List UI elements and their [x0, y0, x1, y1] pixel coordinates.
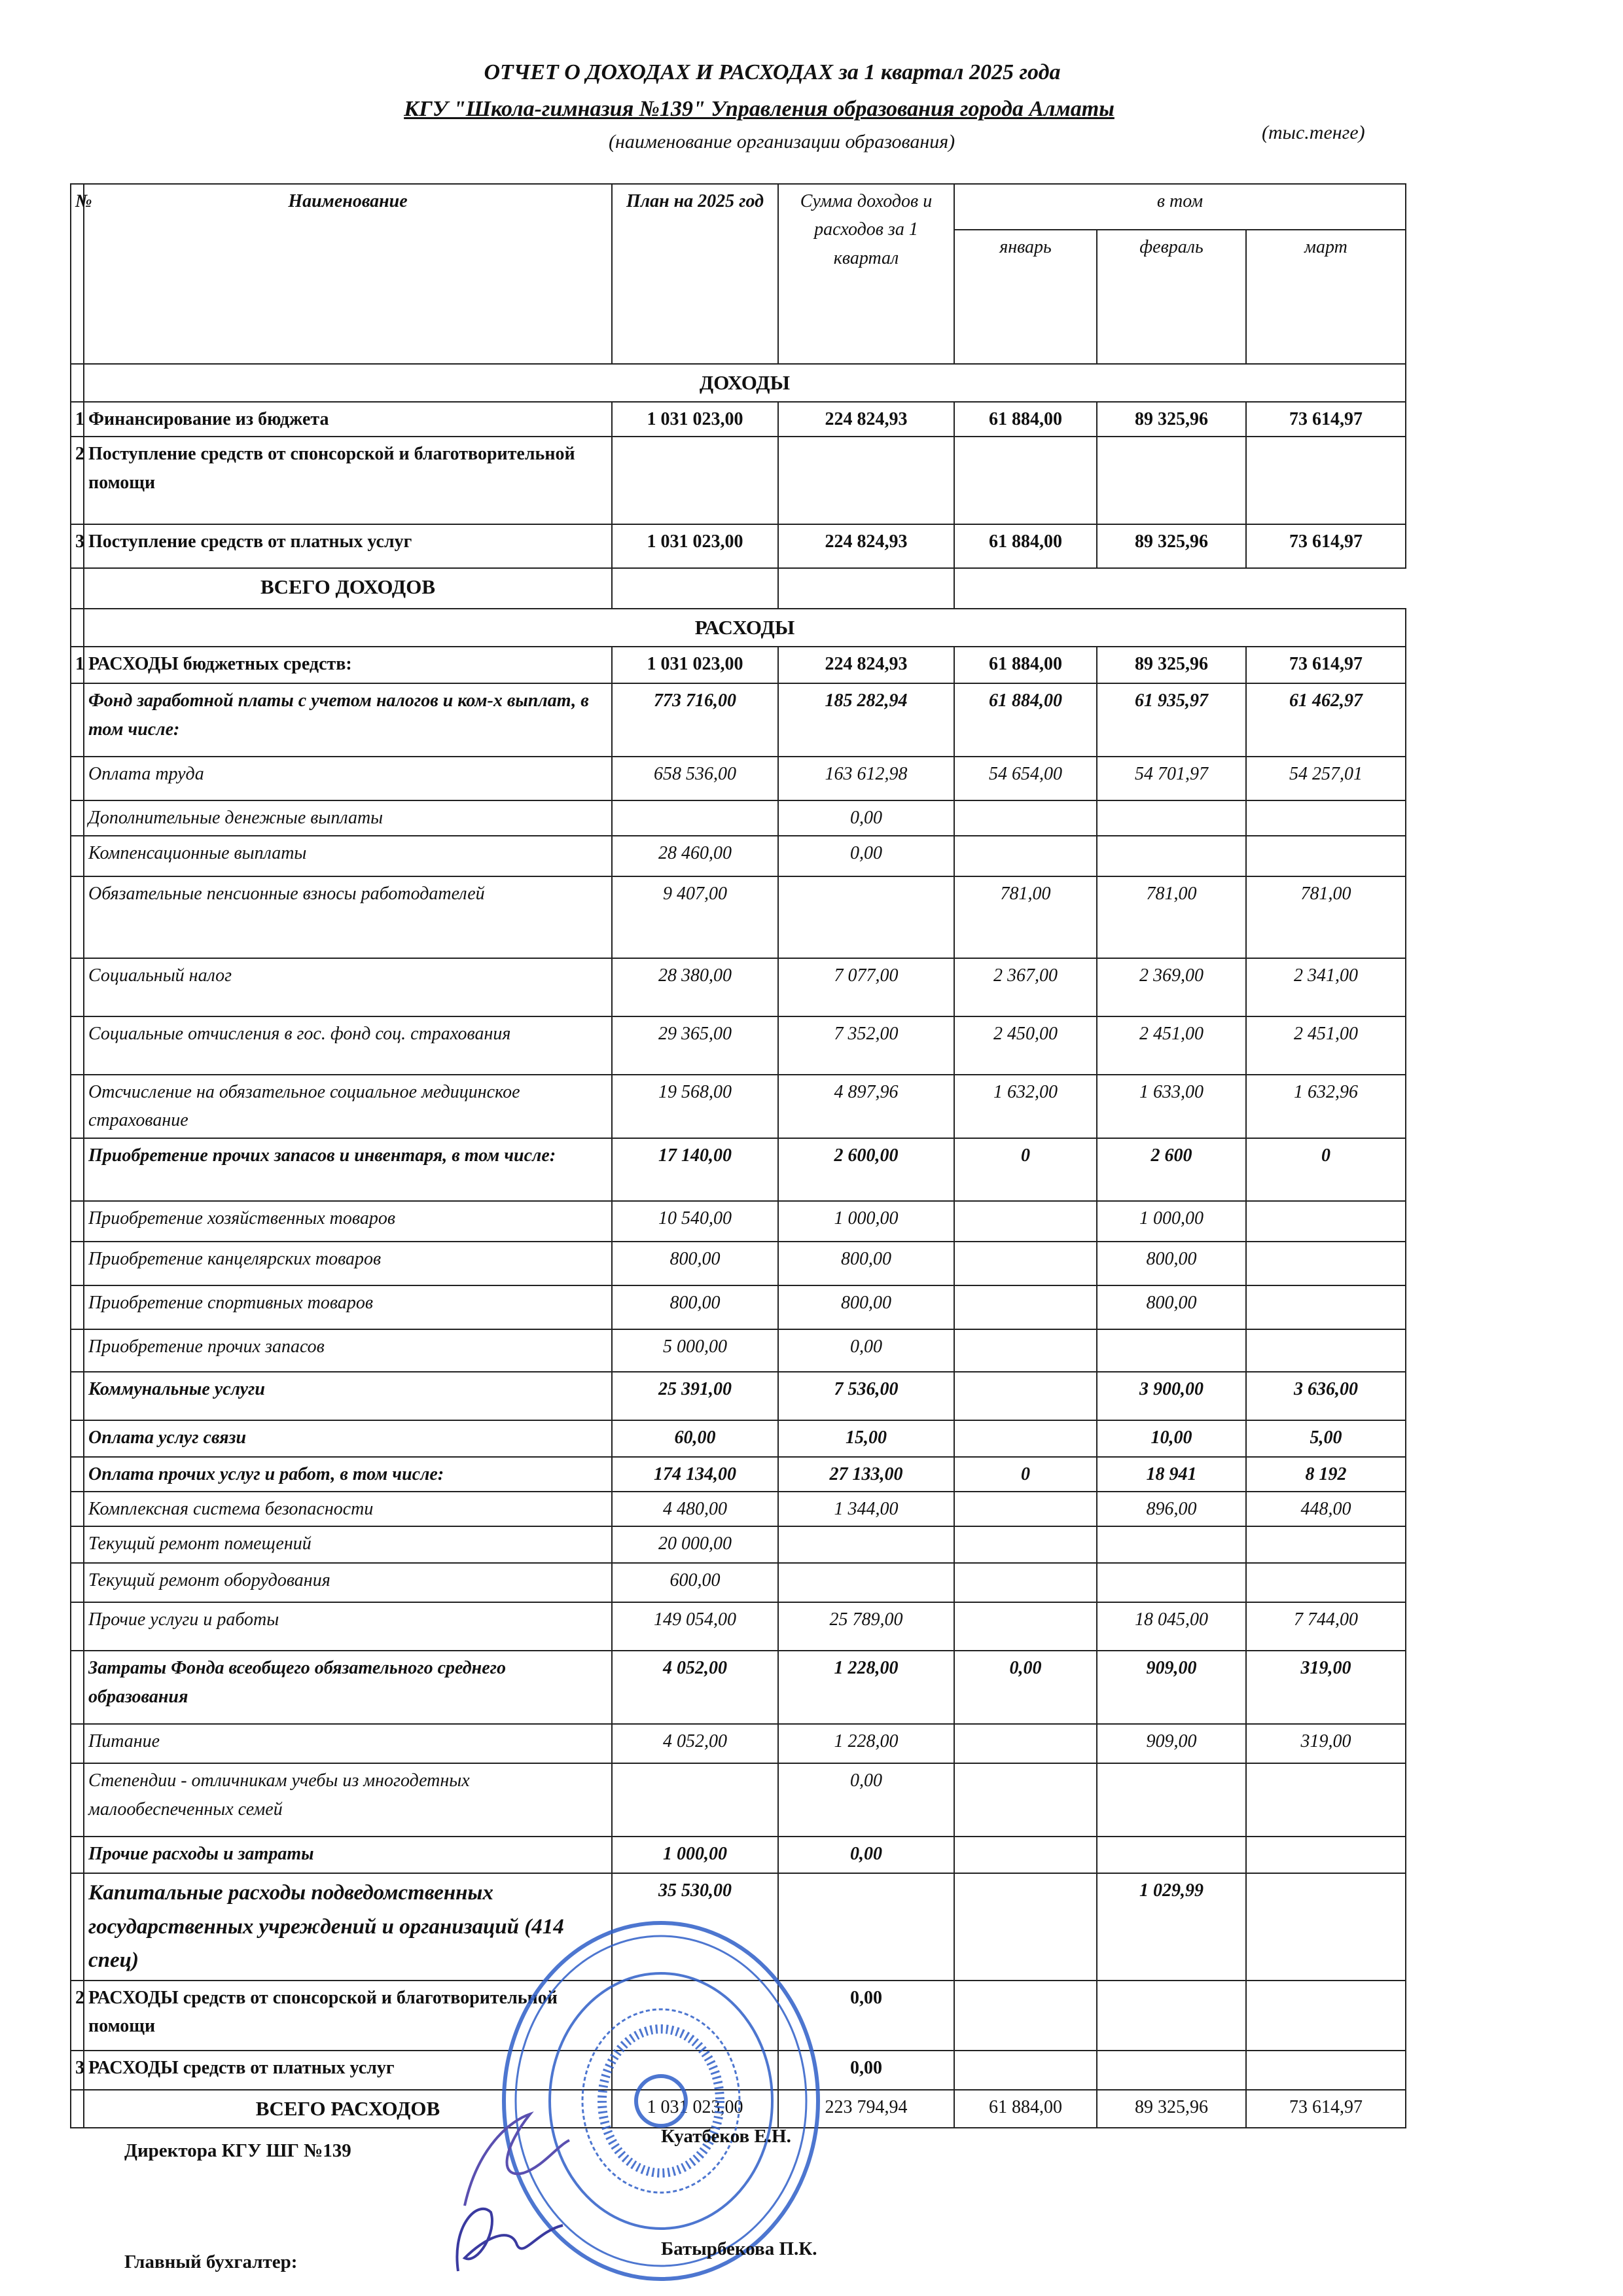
jan-cell [954, 1242, 1097, 1285]
row-name: Поступление средств от платных услуг [84, 524, 612, 568]
feb-cell: 18 045,00 [1097, 1602, 1246, 1651]
sum-cell [778, 1526, 954, 1563]
plan-cell: 20 000,00 [612, 1526, 778, 1563]
sum-cell: 0,00 [778, 836, 954, 876]
row-number [71, 1837, 84, 1873]
row-name: Приобретение канцелярских товаров [84, 1242, 612, 1285]
report-table-body [71, 364, 1406, 2128]
feb-cell: 909,00 [1097, 1651, 1246, 1724]
mar-cell [1246, 1242, 1406, 1285]
jan-cell [954, 1563, 1097, 1602]
jan-cell: 61 884,00 [954, 647, 1097, 683]
mar-cell: 2 451,00 [1246, 1016, 1406, 1075]
feb-cell: 54 701,97 [1097, 757, 1246, 800]
row-name: Коммунальные услуги [84, 1372, 612, 1420]
plan-cell: 600,00 [612, 1563, 778, 1602]
row-name: Комплексная система безопасности [84, 1492, 612, 1526]
jan-cell: 61 884,00 [954, 2090, 1097, 2128]
row-number: 3 [71, 2051, 84, 2090]
feb-cell: 2 451,00 [1097, 1016, 1246, 1075]
sum-cell: 1 344,00 [778, 1492, 954, 1526]
mar-cell: 2 341,00 [1246, 958, 1406, 1016]
units-label: (тыс.тенге) [1262, 122, 1365, 143]
col-plan-header: План на 2025 год [612, 184, 778, 364]
plan-cell: 9 407,00 [612, 876, 778, 958]
accountant-label: Главный бухгалтер: [124, 2251, 298, 2272]
row-name: Приобретение прочих запасов [84, 1329, 612, 1372]
mar-cell [1246, 2051, 1406, 2090]
table-row [71, 1492, 1406, 1526]
jan-cell [954, 800, 1097, 835]
row-name: Финансирование из бюджета [84, 402, 612, 437]
jan-cell [954, 1201, 1097, 1242]
sum-cell: 27 133,00 [778, 1457, 954, 1492]
row-number [71, 876, 84, 958]
feb-cell [1097, 1763, 1246, 1837]
feb-cell: 2 369,00 [1097, 958, 1246, 1016]
plan-cell [612, 800, 778, 835]
row-name: Текущий ремонт оборудования [84, 1563, 612, 1602]
num-cell [71, 364, 84, 402]
sum-cell: 25 789,00 [778, 1602, 954, 1651]
row-number [71, 1420, 84, 1457]
mar-cell [1246, 1873, 1406, 1980]
feb-cell [1097, 800, 1246, 835]
organization-caption: (наименование организации образования) [609, 131, 955, 152]
feb-cell: 800,00 [1097, 1242, 1246, 1285]
table-row [71, 647, 1406, 683]
sum-cell [778, 1563, 954, 1602]
mar-cell: 319,00 [1246, 1651, 1406, 1724]
row-name: РАСХОДЫ средств от платных услуг [84, 2051, 612, 2090]
accountant-name: Батырбекова П.К. [661, 2238, 817, 2259]
mar-cell: 0 [1246, 1138, 1406, 1201]
row-name: Питание [84, 1724, 612, 1763]
row-name: Прочие услуги и работы [84, 1602, 612, 1651]
table-row [71, 524, 1406, 568]
mar-cell [1246, 836, 1406, 876]
mar-cell: 61 462,97 [1246, 683, 1406, 757]
total-label: ВСЕГО РАСХОДОВ [84, 2090, 612, 2128]
mar-cell: 73 614,97 [1246, 402, 1406, 437]
row-number: 3 [71, 524, 84, 568]
table-row [71, 1457, 1406, 1492]
row-name: Приобретение спортивных товаров [84, 1285, 612, 1329]
plan-cell: 149 054,00 [612, 1602, 778, 1651]
sum-cell: 1 228,00 [778, 1651, 954, 1724]
feb-cell [1097, 1563, 1246, 1602]
row-name: РАСХОДЫ средств от спонсорской и благотворительной помощи [84, 1981, 612, 2051]
row-number [71, 1329, 84, 1372]
row-name: Текущий ремонт помещений [84, 1526, 612, 1563]
jan-cell [954, 1420, 1097, 1457]
plan-cell: 4 052,00 [612, 1651, 778, 1724]
num-cell [71, 609, 84, 647]
row-name: Дополнительные денежные выплаты [84, 800, 612, 835]
plan-cell: 1 031 023,00 [612, 402, 778, 437]
jan-cell: 0 [954, 1138, 1097, 1201]
jan-cell [954, 1285, 1097, 1329]
mar-cell: 1 632,96 [1246, 1075, 1406, 1138]
jan-cell: 0,00 [954, 1651, 1097, 1724]
row-number [71, 1492, 84, 1526]
empty-cell [954, 568, 1406, 609]
organization-name [0, 97, 1571, 122]
plan-cell: 28 460,00 [612, 836, 778, 876]
table-row [71, 1763, 1406, 1837]
section-heading: РАСХОДЫ [84, 609, 1406, 647]
row-number [71, 800, 84, 835]
row-number [71, 1651, 84, 1724]
jan-cell [954, 1837, 1097, 1873]
sum-cell: 7 536,00 [778, 1372, 954, 1420]
mar-cell: 73 614,97 [1246, 647, 1406, 683]
row-name: Социальный налог [84, 958, 612, 1016]
plan-cell: 658 536,00 [612, 757, 778, 800]
feb-cell: 909,00 [1097, 1724, 1246, 1763]
table-row [71, 1602, 1406, 1651]
table-row [71, 1329, 1406, 1372]
feb-cell [1097, 1981, 1246, 2051]
num-cell [71, 2090, 84, 2128]
feb-cell [1097, 1837, 1246, 1873]
jan-cell: 1 632,00 [954, 1075, 1097, 1138]
mar-cell: 5,00 [1246, 1420, 1406, 1457]
jan-cell [954, 836, 1097, 876]
row-number [71, 958, 84, 1016]
plan-cell: 800,00 [612, 1285, 778, 1329]
plan-cell: 10 540,00 [612, 1201, 778, 1242]
row-name: Обязательные пенсионные взносы работодателей [84, 876, 612, 958]
jan-cell: 781,00 [954, 876, 1097, 958]
section-heading: ДОХОДЫ [84, 364, 1406, 402]
jan-cell [954, 1981, 1097, 2051]
table-row [71, 1285, 1406, 1329]
jan-cell [954, 2051, 1097, 2090]
sum-cell [778, 568, 954, 609]
row-name: Капитальные расходы подведомственных государственных учреждений и организаций (414 спец) [84, 1873, 612, 1980]
row-name: Приобретение хозяйственных товаров [84, 1201, 612, 1242]
mar-cell: 54 257,01 [1246, 757, 1406, 800]
feb-cell: 61 935,97 [1097, 683, 1246, 757]
row-number: 1 [71, 647, 84, 683]
mar-cell [1246, 800, 1406, 835]
table-row [71, 800, 1406, 835]
feb-cell [1097, 1526, 1246, 1563]
plan-cell: 19 568,00 [612, 1075, 778, 1138]
plan-cell: 60,00 [612, 1420, 778, 1457]
row-number [71, 1138, 84, 1201]
sum-cell: 0,00 [778, 800, 954, 835]
sum-cell: 163 612,98 [778, 757, 954, 800]
mar-cell [1246, 1201, 1406, 1242]
table-row [71, 836, 1406, 876]
plan-cell: 29 365,00 [612, 1016, 778, 1075]
table-row [71, 437, 1406, 524]
feb-cell [1097, 437, 1246, 524]
row-number [71, 1602, 84, 1651]
jan-cell [954, 1372, 1097, 1420]
table-row [71, 1016, 1406, 1075]
report-title: ОТЧЕТ О ДОХОДАХ И РАСХОДАХ за 1 квартал 2025 года [484, 60, 1061, 84]
row-name: Поступление средств от спонсорской и благотворительной помощи [84, 437, 612, 524]
director-name: Куатбеков Е.Н. [661, 2126, 791, 2147]
feb-cell: 1 029,99 [1097, 1873, 1246, 1980]
plan-cell: 35 530,00 [612, 1873, 778, 1980]
feb-cell: 1 000,00 [1097, 1201, 1246, 1242]
jan-cell [954, 1724, 1097, 1763]
feb-cell: 800,00 [1097, 1285, 1246, 1329]
director-label: Директора КГУ ШГ №139 [124, 2140, 351, 2161]
row-number [71, 1763, 84, 1837]
plan-cell [612, 1763, 778, 1837]
feb-cell [1097, 836, 1246, 876]
jan-cell [954, 1492, 1097, 1526]
jan-cell [954, 1329, 1097, 1372]
jan-cell [954, 1763, 1097, 1837]
sum-cell: 224 824,93 [778, 402, 954, 437]
feb-cell [1097, 1329, 1246, 1372]
sum-cell: 7 077,00 [778, 958, 954, 1016]
row-number [71, 1075, 84, 1138]
organization-name-text: КГУ "Школа-гимназия №139" Управления образования города Алматы [404, 97, 1115, 121]
feb-cell: 781,00 [1097, 876, 1246, 958]
num-cell [71, 568, 84, 609]
sum-cell: 0,00 [778, 2051, 954, 2090]
sum-cell: 2 600,00 [778, 1138, 954, 1201]
col-feb-header: февраль [1097, 230, 1246, 364]
plan-cell: 773 716,00 [612, 683, 778, 757]
jan-cell: 61 884,00 [954, 524, 1097, 568]
row-name: Социальные отчисления в гос. фонд соц. страхования [84, 1016, 612, 1075]
row-number [71, 1457, 84, 1492]
feb-cell: 1 633,00 [1097, 1075, 1246, 1138]
row-name: Оплата труда [84, 757, 612, 800]
table-row [71, 876, 1406, 958]
row-number: 2 [71, 1981, 84, 2051]
sum-cell: 0,00 [778, 1837, 954, 1873]
row-number: 2 [71, 437, 84, 524]
jan-cell: 2 450,00 [954, 1016, 1097, 1075]
mar-cell [1246, 1981, 1406, 2051]
plan-cell: 17 140,00 [612, 1138, 778, 1201]
feb-cell: 89 325,96 [1097, 524, 1246, 568]
plan-cell: 174 134,00 [612, 1457, 778, 1492]
mar-cell [1246, 1563, 1406, 1602]
mar-cell: 3 636,00 [1246, 1372, 1406, 1420]
row-name: Прочие расходы и затраты [84, 1837, 612, 1873]
sum-cell: 0,00 [778, 1981, 954, 2051]
feb-cell [1097, 2051, 1246, 2090]
sum-cell: 223 794,94 [778, 2090, 954, 2128]
row-number [71, 1873, 84, 1980]
feb-cell: 3 900,00 [1097, 1372, 1246, 1420]
table-row [71, 1837, 1406, 1873]
table-row [71, 402, 1406, 437]
sum-cell: 1 000,00 [778, 1201, 954, 1242]
row-number [71, 1016, 84, 1075]
feb-cell: 10,00 [1097, 1420, 1246, 1457]
sum-cell [778, 876, 954, 958]
sum-cell: 0,00 [778, 1763, 954, 1837]
feb-cell: 89 325,96 [1097, 647, 1246, 683]
table-row [71, 1075, 1406, 1138]
table-row [71, 1201, 1406, 1242]
sum-cell: 0,00 [778, 1329, 954, 1372]
plan-cell: 5 000,00 [612, 1329, 778, 1372]
row-name: Затраты Фонда всеобщего обязательного среднего образования [84, 1651, 612, 1724]
row-number [71, 1563, 84, 1602]
sum-cell: 800,00 [778, 1285, 954, 1329]
feb-cell: 18 941 [1097, 1457, 1246, 1492]
jan-cell: 61 884,00 [954, 402, 1097, 437]
row-number [71, 1724, 84, 1763]
sum-cell: 800,00 [778, 1242, 954, 1285]
section-row [71, 364, 1406, 402]
total-label: ВСЕГО ДОХОДОВ [84, 568, 612, 609]
table-row [71, 1724, 1406, 1763]
row-name: Фонд заработной платы с учетом налогов и ком-х выплат, в том числе: [84, 683, 612, 757]
jan-cell [954, 1526, 1097, 1563]
sum-cell: 4 897,96 [778, 1075, 954, 1138]
mar-cell [1246, 1837, 1406, 1873]
report-table [70, 183, 1406, 2128]
feb-cell: 89 325,96 [1097, 402, 1246, 437]
table-row [71, 757, 1406, 800]
row-name: Отсчисление на обязательное социальное медицинское страхование [84, 1075, 612, 1138]
row-name: Компенсационные выплаты [84, 836, 612, 876]
col-num-header: № [71, 184, 84, 364]
jan-cell: 54 654,00 [954, 757, 1097, 800]
row-number [71, 836, 84, 876]
feb-cell: 2 600 [1097, 1138, 1246, 1201]
plan-cell: 800,00 [612, 1242, 778, 1285]
row-number [71, 1242, 84, 1285]
row-number: 1 [71, 402, 84, 437]
jan-cell [954, 437, 1097, 524]
table-row [71, 1526, 1406, 1563]
mar-cell: 448,00 [1246, 1492, 1406, 1526]
col-sum-header: Сумма доходов и расходов за 1 квартал [778, 184, 954, 364]
feb-cell: 89 325,96 [1097, 2090, 1246, 2128]
mar-cell: 73 614,97 [1246, 524, 1406, 568]
mar-cell [1246, 1526, 1406, 1563]
plan-cell: 25 391,00 [612, 1372, 778, 1420]
row-number [71, 1285, 84, 1329]
sum-cell: 7 352,00 [778, 1016, 954, 1075]
mar-cell [1246, 1329, 1406, 1372]
sum-cell: 185 282,94 [778, 683, 954, 757]
plan-cell: 1 031 023,00 [612, 647, 778, 683]
plan-cell: 1 000,00 [612, 1837, 778, 1873]
mar-cell [1246, 437, 1406, 524]
plan-cell: 4 480,00 [612, 1492, 778, 1526]
sum-cell: 224 824,93 [778, 524, 954, 568]
row-name: Степендии - отличникам учебы из многодетных малообеспеченных семей [84, 1763, 612, 1837]
mar-cell: 319,00 [1246, 1724, 1406, 1763]
table-row [71, 1138, 1406, 1201]
section-row [71, 609, 1406, 647]
jan-cell [954, 1873, 1097, 1980]
mar-cell: 7 744,00 [1246, 1602, 1406, 1651]
row-name: Приобретение прочих запасов и инвентаря, в том числе: [84, 1138, 612, 1201]
col-mar-header: март [1246, 230, 1406, 364]
mar-cell: 73 614,97 [1246, 2090, 1406, 2128]
feb-cell: 896,00 [1097, 1492, 1246, 1526]
jan-cell: 61 884,00 [954, 683, 1097, 757]
sum-cell [778, 437, 954, 524]
jan-cell: 0 [954, 1457, 1097, 1492]
jan-cell: 2 367,00 [954, 958, 1097, 1016]
plan-cell [612, 437, 778, 524]
row-number [71, 1526, 84, 1563]
mar-cell: 8 192 [1246, 1457, 1406, 1492]
row-name: Оплата услуг связи [84, 1420, 612, 1457]
row-number [71, 683, 84, 757]
table-row [71, 1420, 1406, 1457]
table-row [71, 1651, 1406, 1724]
table-row [71, 1372, 1406, 1420]
mar-cell [1246, 1763, 1406, 1837]
sum-cell: 1 228,00 [778, 1724, 954, 1763]
row-number [71, 1201, 84, 1242]
table-row [71, 1563, 1406, 1602]
col-jan-header: январь [954, 230, 1097, 364]
jan-cell [954, 1602, 1097, 1651]
mar-cell [1246, 1285, 1406, 1329]
table-row [71, 1242, 1406, 1285]
table-row [71, 958, 1406, 1016]
row-name: Оплата прочих услуг и работ, в том числе: [84, 1457, 612, 1492]
accountant-signature [438, 2186, 569, 2291]
mar-cell: 781,00 [1246, 876, 1406, 958]
sum-cell: 15,00 [778, 1420, 954, 1457]
row-number [71, 757, 84, 800]
plan-cell [612, 568, 778, 609]
plan-cell: 28 380,00 [612, 958, 778, 1016]
sum-cell: 224 824,93 [778, 647, 954, 683]
plan-cell: 1 031 023,00 [612, 2090, 778, 2128]
plan-cell: 1 031 023,00 [612, 524, 778, 568]
col-incl-header: в том [954, 184, 1406, 230]
row-number [71, 1372, 84, 1420]
table-row [71, 683, 1406, 757]
row-name: РАСХОДЫ бюджетных средств: [84, 647, 612, 683]
plan-cell: 4 052,00 [612, 1724, 778, 1763]
total-row [71, 568, 1406, 609]
col-name-header: Наименование [84, 184, 612, 364]
